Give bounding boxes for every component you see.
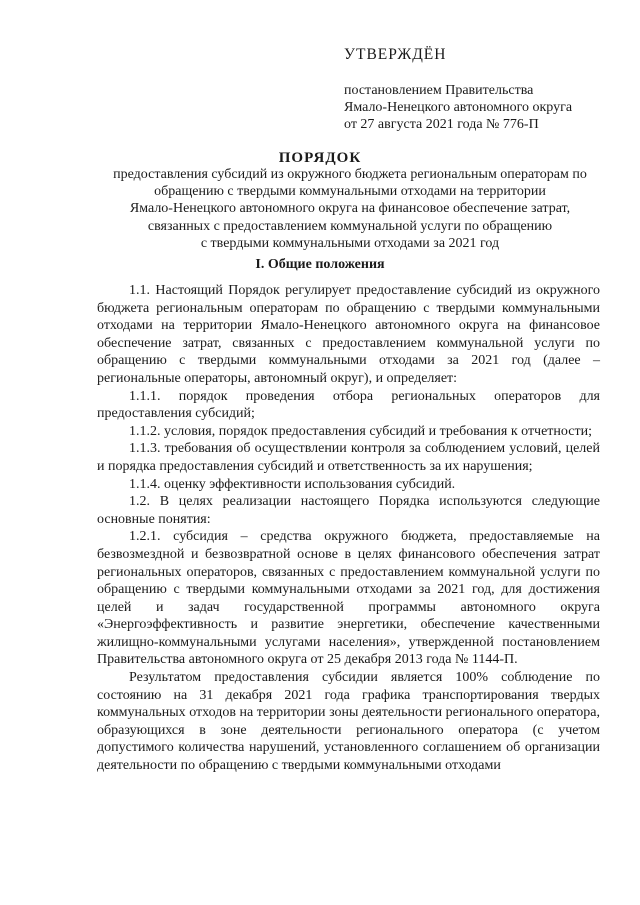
approval-heading: УТВЕРЖДЁН [344,46,447,63]
paragraph-1-1-3: 1.1.3. требования об осуществлении контроля за соблюдением условий, целей и порядка предоставления субсидий и ответственность за их нарушения; [97,441,600,474]
document-subtitle [100,166,600,252]
document-body [97,282,600,775]
subtitle-line: с твердыми коммунальными отходами за 2021 год [200,235,500,251]
paragraph-1-1-4: 1.1.4. оценку эффективности использования субсидий. [129,476,456,492]
approval-line: Ямало-Ненецкого автономного округа [344,100,573,115]
paragraph-result: Результатом предоставления субсидии является 100% соблюдение по состоянию на 31 декабря 2021 года графика транспортирования твердых коммунальных отходов на территории зоны деятельности регионального оператора, образующихся в зоне деятельности регионального оператора (с учетом допустимого количества нарушений, установленного соглашением об организации деятельности по обращению с твердыми коммунальными отходами [97,670,600,774]
approval-line: постановлением Правительства [344,83,534,98]
subtitle-line: предоставления субсидий из окружного бюджета региональным операторам по [113,167,587,182]
subtitle-line: связанных с предоставлением коммунальной услуги по обращению [147,218,553,234]
paragraph-1-2: 1.2. В целях реализации настоящего Порядка используются следующие основные понятия: [97,494,600,527]
subtitle-line: Ямало-Ненецкого автономного округа на финансовое обеспечение затрат, [129,201,571,217]
paragraph-1-1-1: 1.1.1. порядок проведения отбора региональных операторов для предоставления субсидий; [97,388,600,422]
paragraph-1-2-1: 1.2.1. субсидия – средства окружного бюджета, предоставляемые на безвозмездной и безвозвратной основе в целях финансового обеспечения затрат региональных операторов, связанных с предоставлением коммунальной услуги по обращению с твердыми коммунальными отходами за 2021 год, для достижения целей и задач государственной программы автономного округа «Энергоэффективность и развитие энергетики, обеспечение качественными жилищно-коммунальными услугами населения», утвержденной постановлением Правительства автономного округа от 25 декабря 2013 года № 1144-П. [97,529,600,668]
approval-line: от 27 августа 2021 года № 776-П [344,117,539,132]
section-heading: I. Общие положения [255,257,385,272]
paragraph-1-1-2: 1.1.2. условия, порядок предоставления субсидий и требования к отчетности; [129,423,592,439]
subtitle-line: обращению с твердыми коммунальными отходами на территории [154,184,546,200]
paragraph-1-1: 1.1. Настоящий Порядок регулирует предоставление субсидий из окружного бюджета региональным операторам по обращению с твердыми коммунальными отходами на территории Ямало-Ненецкого автономного округа на финансовое обеспечение затрат, связанных с предоставлением коммунальной услуги по обращению с твердыми коммунальными отходами за 2021 год (далее – региональные операторы, автономный округ), и определяет: [97,283,600,386]
approval-stamp [344,45,634,133]
document-title: ПОРЯДОК [278,150,362,166]
